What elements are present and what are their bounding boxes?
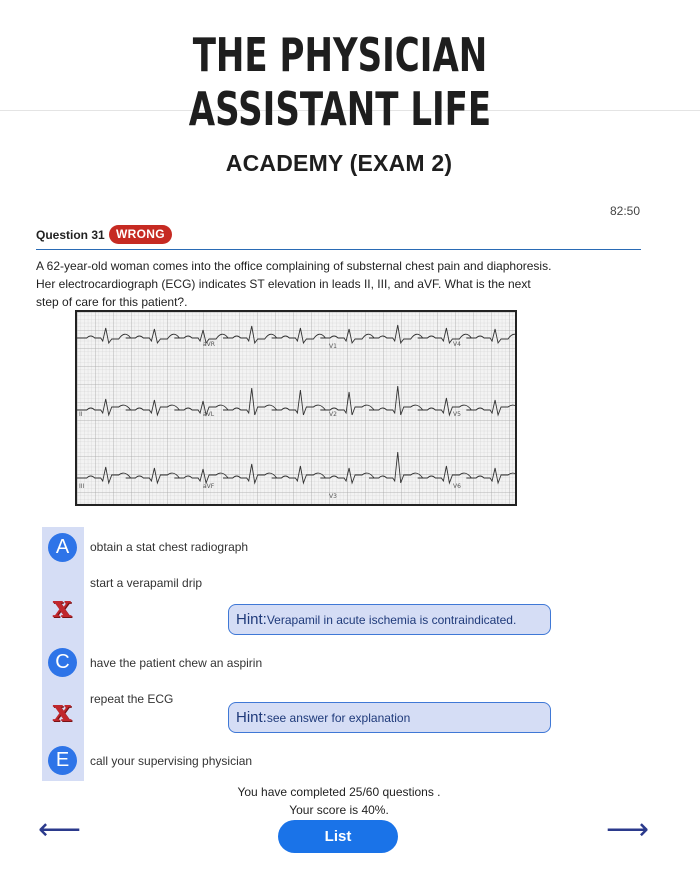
site-header [0, 0, 700, 136]
question-text: A 62-year-old woman comes into the office complaining of substernal chest pain and diaphoresis. Her electrocardiograph (ECG) indicates ST elevation in leads II, III, and aVF. What is the next step of care for this patient?. [36, 259, 552, 309]
answer-letter-a[interactable]: A [48, 533, 77, 562]
ecg-image [75, 310, 517, 506]
ecg-lead-label: III [79, 483, 85, 490]
answer-letter-e[interactable]: E [48, 746, 77, 775]
ecg-lead-label: V6 [453, 483, 461, 490]
answer-option-b[interactable]: start a verapamil drip [90, 576, 203, 590]
ecg-lead-label: II [79, 411, 83, 418]
ecg-lead-label: V5 [453, 411, 461, 418]
ecg-lead-label: V1 [329, 343, 337, 350]
ecg-lead-label: V3 [329, 493, 337, 500]
quiz-title: ACADEMY (EXAM 2) [225, 150, 453, 176]
answer-option-d[interactable]: repeat the ECG [90, 692, 174, 706]
answer-option-a[interactable]: obtain a stat chest radiograph [90, 540, 249, 554]
hint-box [228, 702, 551, 733]
ecg-strip-graphic [77, 312, 515, 504]
question-number: Question 31 [36, 228, 105, 242]
wrong-status-badge: WRONG [109, 225, 172, 244]
hint-label: Hint: [236, 611, 267, 628]
progress-text: You have completed 25/60 questions . [237, 785, 441, 799]
wrong-x-icon: x [52, 589, 72, 625]
quiz-timer: 82:50 [609, 204, 640, 218]
score-text: Your score is 40%. [289, 803, 389, 817]
ecg-lead-label: aVF [203, 483, 215, 490]
prev-arrow-icon[interactable]: ⟵ [38, 812, 82, 847]
wrong-x-icon: x [52, 693, 72, 729]
hint-label: Hint: [236, 709, 267, 726]
answer-option-c[interactable]: have the patient chew an aspirin [90, 656, 263, 670]
hint-text: Verapamil in acute ischemia is contraindicated. [266, 613, 517, 627]
list-button[interactable]: List [278, 820, 398, 853]
site-title[interactable]: THE PHYSICIAN ASSISTANT LIFE [188, 28, 492, 136]
ecg-lead-label: aVL [203, 411, 215, 418]
ecg-lead-label: V2 [329, 411, 337, 418]
question-header [36, 224, 641, 250]
hint-text: see answer for explanation [266, 711, 411, 725]
answer-letter-c[interactable]: C [48, 648, 77, 677]
hint-box [228, 604, 551, 635]
next-arrow-icon[interactable]: ⟶ [606, 812, 650, 847]
answer-option-e[interactable]: call your supervising physician [90, 754, 253, 768]
ecg-lead-label: V4 [453, 341, 461, 348]
ecg-lead-label: aVR [203, 341, 215, 348]
